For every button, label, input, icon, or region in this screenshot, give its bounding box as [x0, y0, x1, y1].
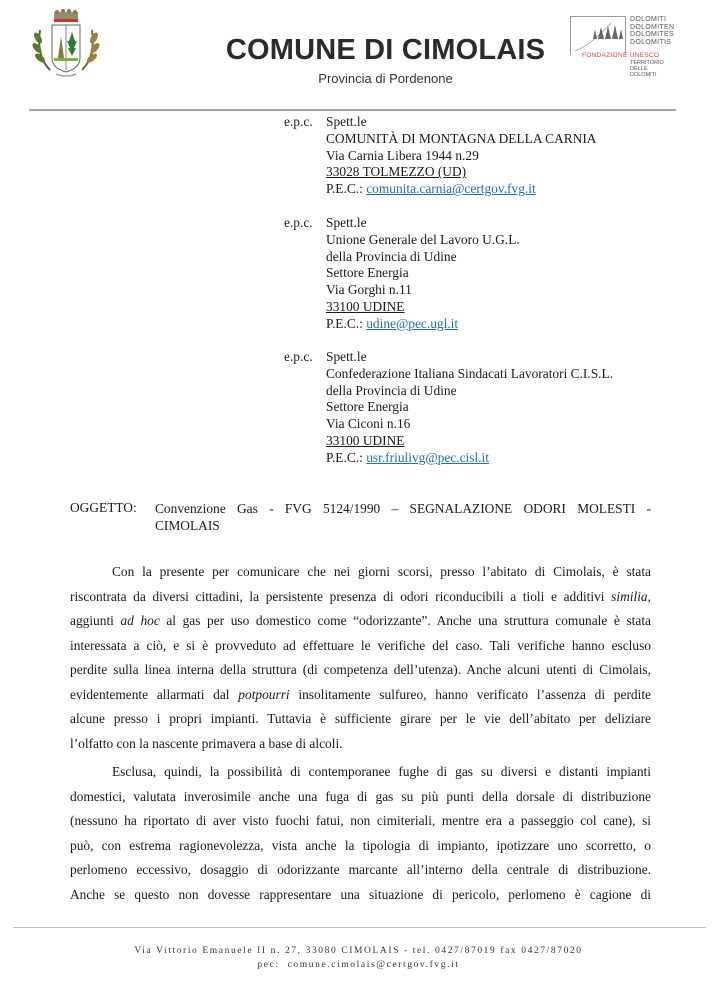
- italic-term: potpourri: [238, 686, 290, 702]
- text: alcune presso i propri impianti. Tuttavia è sufficiente girare per le vie dell’abitato per deliziare: [70, 711, 651, 726]
- recipient-line: Spett.le: [326, 215, 367, 230]
- logo-name: DOLOMITIS: [630, 38, 672, 46]
- recipient-address: Via Gorghi n.11: [326, 282, 412, 298]
- pec-label: P.E.C.:: [326, 181, 363, 197]
- unesco-dolomiti-logo: [568, 16, 698, 86]
- page-subtitle: Provincia di Pordenone: [318, 71, 453, 86]
- recipient-line: Spett.le: [326, 349, 367, 364]
- epc-label: e.p.c.: [284, 114, 313, 129]
- footer-pec-email[interactable]: comune.cimolais@certgov.fvg.it: [287, 960, 460, 970]
- body-line: [70, 609, 651, 634]
- text: perdite sulla linea interna della struttura (di competenza dell’utenza). Anche alcuni utenti di Cimolais,: [70, 662, 651, 677]
- body-line: Anche se questo non dovesse rappresentare una situazione di pericolo, perlomeno è cagione di: [70, 886, 651, 902]
- body-line: [70, 560, 651, 585]
- recipient-line: Spett.le: [326, 114, 367, 129]
- body-line: domestici, valutata inverosimile anche una fuga di gas su più punti della dorsale di distribuzione: [70, 788, 651, 804]
- pec-email-link[interactable]: usr.friulivg@pec.cisl.it: [366, 449, 489, 465]
- body-paragraph-1: [70, 560, 651, 756]
- text: aggiunti: [70, 613, 121, 628]
- page-title: COMUNE DI CIMOLAIS: [225, 34, 546, 66]
- text: al gas per uso domestico come “odorizzante”. Anche una struttura comunale è stata: [159, 613, 651, 628]
- text: interessata a ciò, e si è provveduto ad effettuare le verifiche del caso. Tali verifiche hanno escluso: [70, 637, 651, 653]
- footer-divider: [13, 927, 706, 928]
- epc-label: e.p.c.: [284, 349, 313, 364]
- text: Con la presente per comunicare che nei giorni scorsi, presso l’abitato di Cimolais, è stata: [112, 564, 651, 579]
- recipient-address: Via Ciconi n.16: [326, 416, 411, 432]
- logo-territory-line: TERRITORIO: [630, 60, 664, 66]
- footer-pec-label: pec:: [257, 960, 280, 970]
- text: evidentemente allarmati dal: [70, 686, 239, 702]
- subject-label: OGGETTO:: [70, 500, 137, 515]
- logo-name: DOLOMITES: [630, 31, 674, 38]
- recipient-name: Unione Generale del Lavoro U.G.L.: [326, 231, 520, 247]
- footer-pec: [0, 960, 717, 970]
- body-line: [70, 585, 651, 610]
- pec-email-link[interactable]: comunita.carnia@certgov.fvg.it: [366, 181, 536, 197]
- pec-label: P.E.C.:: [326, 315, 363, 331]
- recipient-name: Confederazione Italiana Sindacati Lavoratori C.I.S.L.: [326, 365, 614, 381]
- footer-address: Via Vittorio Emanuele II n. 27, 33080 CIMOLAIS - tel. 0427/87019 fax 0427/87020: [134, 946, 583, 956]
- body-line: [70, 683, 651, 708]
- recipient-line: della Provincia di Udine: [326, 248, 457, 264]
- pec-email-link[interactable]: udine@pec.ugl.it: [366, 315, 459, 331]
- recipient-line: Settore Energia: [326, 265, 409, 281]
- body-paragraph-2: [70, 760, 651, 907]
- recipient-city: 33100 UDINE: [326, 298, 405, 314]
- body-line: [70, 634, 651, 659]
- text: ,: [647, 588, 651, 604]
- recipient-city: 33100 UDINE: [326, 432, 405, 448]
- body-line: [70, 658, 651, 683]
- italic-term: ad hoc: [120, 613, 160, 628]
- body-line: può, con estrema ragionevolezza, vista anche la tipologia di impianto, ipotizzare uno scorretto, o: [70, 837, 651, 853]
- body-line: Esclusa, quindi, la possibilità di contemporanee fughe di gas su diversi e distanti impianti: [112, 764, 651, 779]
- logo-name: DOLOMITI: [630, 16, 667, 23]
- logo-names: [630, 16, 674, 46]
- recipient-line: Settore Energia: [326, 399, 409, 415]
- body-line: (nessuno ha riportato di aver visto fuochi fatui, non cimiteriali, mentre era a passeggio col cane), si: [70, 813, 651, 828]
- text: riscontrata da diversi cittadini, la persistente presenza di odori riconducibili a tioli e additivi: [70, 588, 612, 604]
- recipient-line: della Provincia di Udine: [326, 382, 457, 398]
- subject-line-1: Convenzione Gas - FVG 5124/1990 – SEGNALAZIONE ODORI MOLESTI -: [155, 501, 651, 516]
- text: l’olfatto con la nascente primavera a base di alcoli.: [70, 735, 343, 751]
- body-line: perlomeno eccessivo, dosaggio di odorizzante marcante all’interno della centrale di distribuzione.: [70, 862, 651, 877]
- recipient-name: COMUNITÀ DI MONTAGNA DELLA CARNIA: [326, 130, 597, 146]
- logo-territory-line: DOLOMITI: [630, 72, 657, 78]
- header-divider: [29, 109, 676, 111]
- logo-frame: [570, 16, 626, 55]
- body-line: [70, 732, 651, 757]
- epc-label: e.p.c.: [284, 215, 313, 230]
- logo-territory-line: DELLE: [630, 66, 648, 72]
- logo-name: DOLOMITEN: [630, 23, 675, 31]
- logo-foundation: FONDAZIONE UNESCO: [582, 52, 660, 59]
- body-line: [70, 707, 651, 732]
- italic-term: similia: [611, 588, 648, 604]
- recipient-city: 33028 TOLMEZZO (UD): [326, 164, 467, 180]
- text: insolitamente sulfureo, hanno verificato l’assenza di perdite: [289, 686, 651, 702]
- logo-territory: [630, 60, 664, 78]
- pec-label: P.E.C.:: [326, 449, 363, 465]
- recipient-address: Via Carnia Libera 1944 n.29: [326, 147, 479, 163]
- subject-line-2: CIMOLAIS: [155, 518, 220, 533]
